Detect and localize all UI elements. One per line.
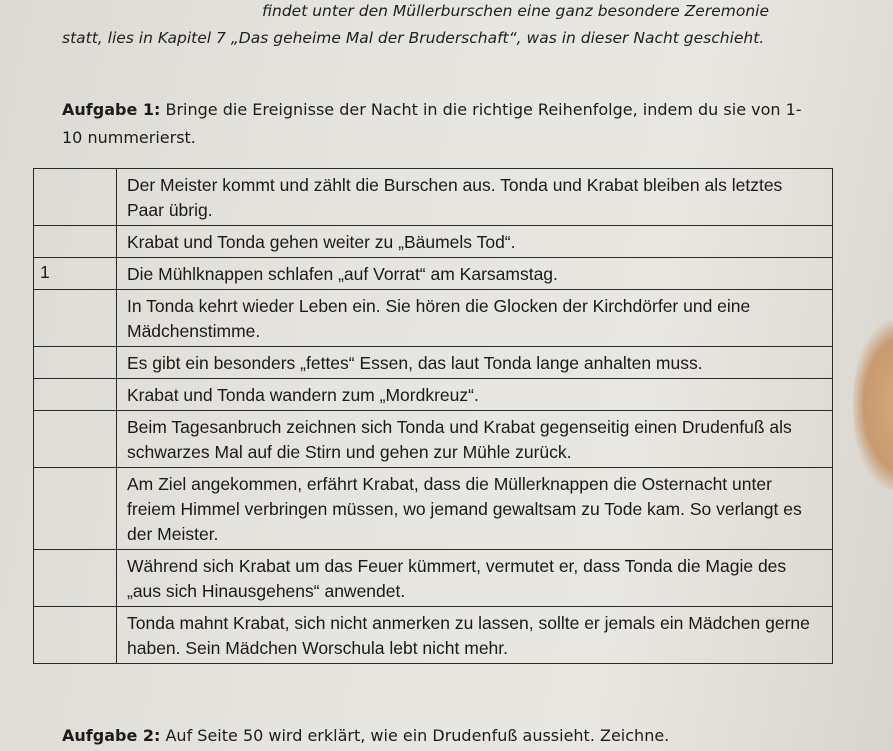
intro-text: statt, lies in Kapitel 7 „Das geheime Mal der Bruderschaft“, was in dieser Nacht geschieht. xyxy=(62,29,765,47)
table-row xyxy=(34,290,833,347)
events-table xyxy=(33,168,833,664)
number-cell[interactable] xyxy=(34,550,117,607)
event-text: Tonda mahnt Krabat, sich nicht anmerken zu lassen, sollte er jemals ein Mädchen gerne haben. Sein Mädchen Worschula lebt nicht mehr. xyxy=(117,607,833,664)
table-row xyxy=(34,411,833,468)
table-row xyxy=(34,379,833,411)
table-row xyxy=(34,169,833,226)
number-cell[interactable] xyxy=(34,607,117,664)
number-cell[interactable] xyxy=(34,226,117,258)
number-cell[interactable] xyxy=(34,169,117,226)
table-row xyxy=(34,550,833,607)
table-row xyxy=(34,347,833,379)
task-2 xyxy=(62,722,862,750)
number-cell[interactable] xyxy=(34,290,117,347)
table-row xyxy=(34,468,833,550)
table-row xyxy=(34,607,833,664)
number-cell[interactable] xyxy=(34,411,117,468)
table-row xyxy=(34,226,833,258)
number-cell[interactable]: 1 xyxy=(34,258,117,290)
number-cell[interactable] xyxy=(34,347,117,379)
number-cell[interactable] xyxy=(34,379,117,411)
task-1-label: Aufgabe 1: xyxy=(62,100,161,119)
table-row xyxy=(34,258,833,290)
event-text: In Tonda kehrt wieder Leben ein. Sie hören die Glocken der Kirchdörfer und eine Mädchenstimme. xyxy=(117,290,833,347)
event-text: Die Mühlknappen schlafen „auf Vorrat“ am Karsamstag. xyxy=(117,258,833,290)
number-cell[interactable] xyxy=(34,468,117,550)
task-2-text: Auf Seite 50 wird erklärt, wie ein Drudenfuß aussieht. Zeichne. xyxy=(165,726,670,745)
event-text: Während sich Krabat um das Feuer kümmert, vermutet er, dass Tonda die Magie des „aus sich Hinausgehens“ anwendet. xyxy=(117,550,833,607)
event-text: Der Meister kommt und zählt die Burschen aus. Tonda und Krabat bleiben als letztes Paar übrig. xyxy=(117,169,833,226)
task-1-text: Bringe die Ereignisse der Nacht in die richtige Reihenfolge, indem du sie von 1- 10 nummerierst. xyxy=(62,100,802,147)
finger-shadow xyxy=(853,320,893,490)
event-text: Krabat und Tonda wandern zum „Mordkreuz“. xyxy=(117,379,833,411)
event-text: Krabat und Tonda gehen weiter zu „Bäumels Tod“. xyxy=(117,226,833,258)
task-1 xyxy=(62,96,822,152)
event-text: Beim Tagesanbruch zeichnen sich Tonda und Krabat gegenseitig einen Drudenfuß als schwarzes Mal auf die Stirn und gehen zur Mühle zurück. xyxy=(117,411,833,468)
event-text: Am Ziel angekommen, erfährt Krabat, dass die Müllerknappen die Osternacht unter freiem Himmel verbringen müssen, wo jemand gewaltsam zu Tode kam. So verlangt es der Meister. xyxy=(117,468,833,550)
task-2-label: Aufgabe 2: xyxy=(62,726,161,745)
intro-top-fragment: findet unter den Müllerburschen eine ganz besondere Zeremonie xyxy=(262,2,769,20)
intro-paragraph xyxy=(62,0,842,52)
event-text: Es gibt ein besonders „fettes“ Essen, das laut Tonda lange anhalten muss. xyxy=(117,347,833,379)
